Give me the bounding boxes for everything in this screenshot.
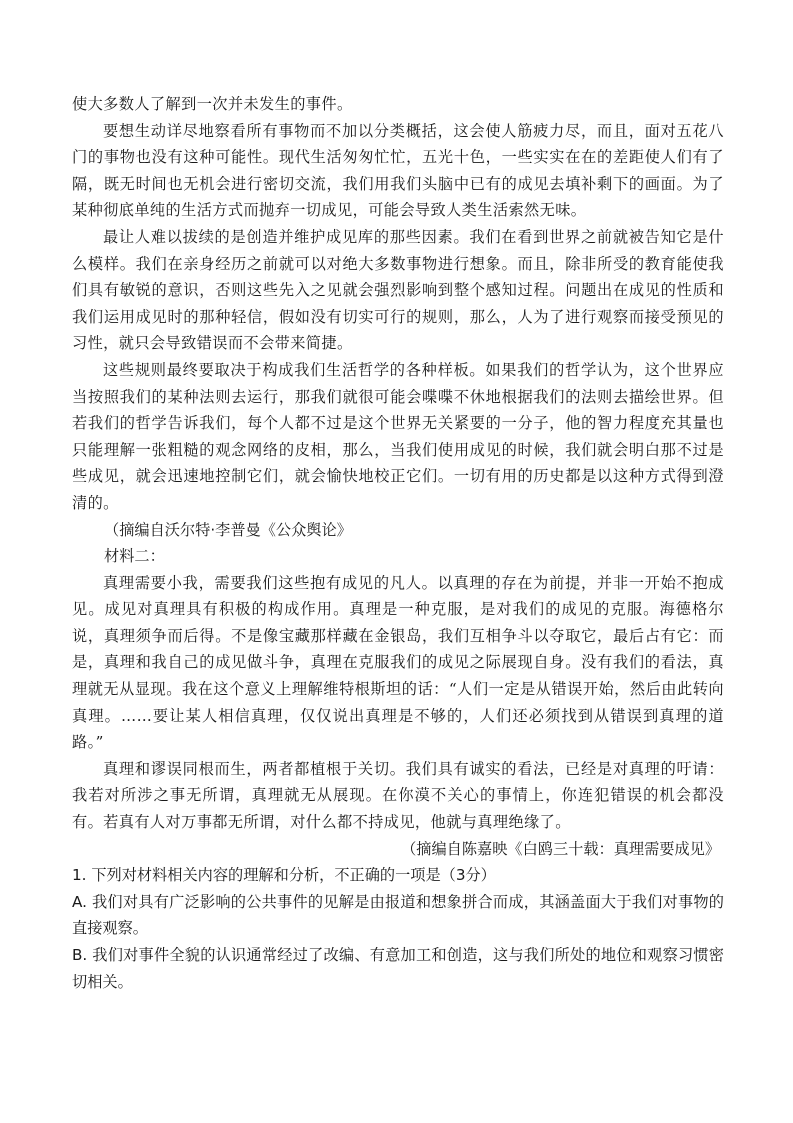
material2-paragraph-2: 真理和谬误同根而生，两者都植根于关切。我们具有诚实的看法，已经是对真理的吁请：我若对所涉之事无所谓，真理就无从展现。在你漠不关心的事情上，你连犯错误的机会都没有。若真有人对万事都无所谓，对什么都不持成见，他就与真理绝缘了。 <box>72 759 724 832</box>
material1-paragraph-2: 要想生动详尽地察看所有事物而不加以分类概括，这会使人筋疲力尽，而且，面对五花八门的事物也没有这种可能性。现代生活匆匆忙忙，五光十色，一些实实在在的差距使人们有了隔，既无时间也无机会进行密切交流，我们用我们头脑中已有的成见去填补剩下的画面。为了某种彻底单纯的生活方式而抛弃一切成见，可能会导致人类生活索然无味。 <box>72 121 724 220</box>
material1-paragraph-4: 这些规则最终要取决于构成我们生活哲学的各种样板。如果我们的哲学认为，这个世界应当按照我们的某种法则去运行，那我们就很可能会喋喋不休地根据我们的法则去描绘世界。但若我们的哲学告诉我们，每个人都不过是这个世界无关紧要的一分子，他的智力程度充其量也只能理解一张粗糙的观念网络的皮相，那么，当我们使用成见的时候，我们就会明白那不过是些成见，就会迅速地控制它们，就会愉快地校正它们。一切有用的历史都是以这种方式得到澄清的。 <box>72 360 724 512</box>
material2-source: （摘编自陈嘉映《白鸥三十载：真理需要成见》 <box>401 839 720 858</box>
material1-paragraph-1: 使大多数人了解到一次并未发生的事件。 <box>72 95 353 113</box>
material1-source: （摘编自沃尔特·李普曼《公众舆论》 <box>104 520 352 539</box>
question-1-option-b: B. 我们对事件全貌的认识通常经过了改编、有意加工和创造，这与我们所处的地位和观察习惯密切相关。 <box>72 946 724 991</box>
document-body <box>72 91 724 995</box>
material2-label: 材料二： <box>104 547 165 566</box>
material2-paragraph-1: 真理需要小我，需要我们这些抱有成见的凡人。以真理的存在为前提，并非一开始不抱成见。成见对真理具有积极的构成作用。真理是一种克服，是对我们的成见的克服。海德格尔说，真理须争而后得。不是像宝藏那样藏在金银岛，我们互相争斗以夺取它，最后占有它：而是，真理和我自己的成见做斗争，真理在克服我们的成见之际展现自身。没有我们的看法，真理就无从显现。我在这个意义上理解维特根斯坦的话：“人们一定是从错误开始，然后由此转向真理。……要让某人相信真理，仅仅说出真理是不够的，人们还必须找到从错误到真理的道路。” <box>72 573 724 752</box>
question-1-stem: 1. 下列对材料相关内容的理解和分析，不正确的一项是（3分） <box>72 866 496 885</box>
material1-paragraph-3: 最让人难以拔续的是创造并维护成见库的那些因素。我们在看到世界之前就被告知它是什么模样。我们在亲身经历之前就可以对绝大多数事物进行想象。而且，除非所受的教育能使我们具有敏锐的意识，否则这些先入之见就会强烈影响到整个感知过程。问题出在成见的性质和我们运用成见时的那种轻信，假如没有切实可行的规则，那么，人为了进行观察而接受预见的习性，就只会导致错误而不会带来简捷。 <box>72 227 724 353</box>
question-1-option-a: A. 我们对具有广泛影响的公共事件的见解是由报道和想象拼合而成，其涵盖面大于我们对事物的直接观察。 <box>72 892 724 938</box>
